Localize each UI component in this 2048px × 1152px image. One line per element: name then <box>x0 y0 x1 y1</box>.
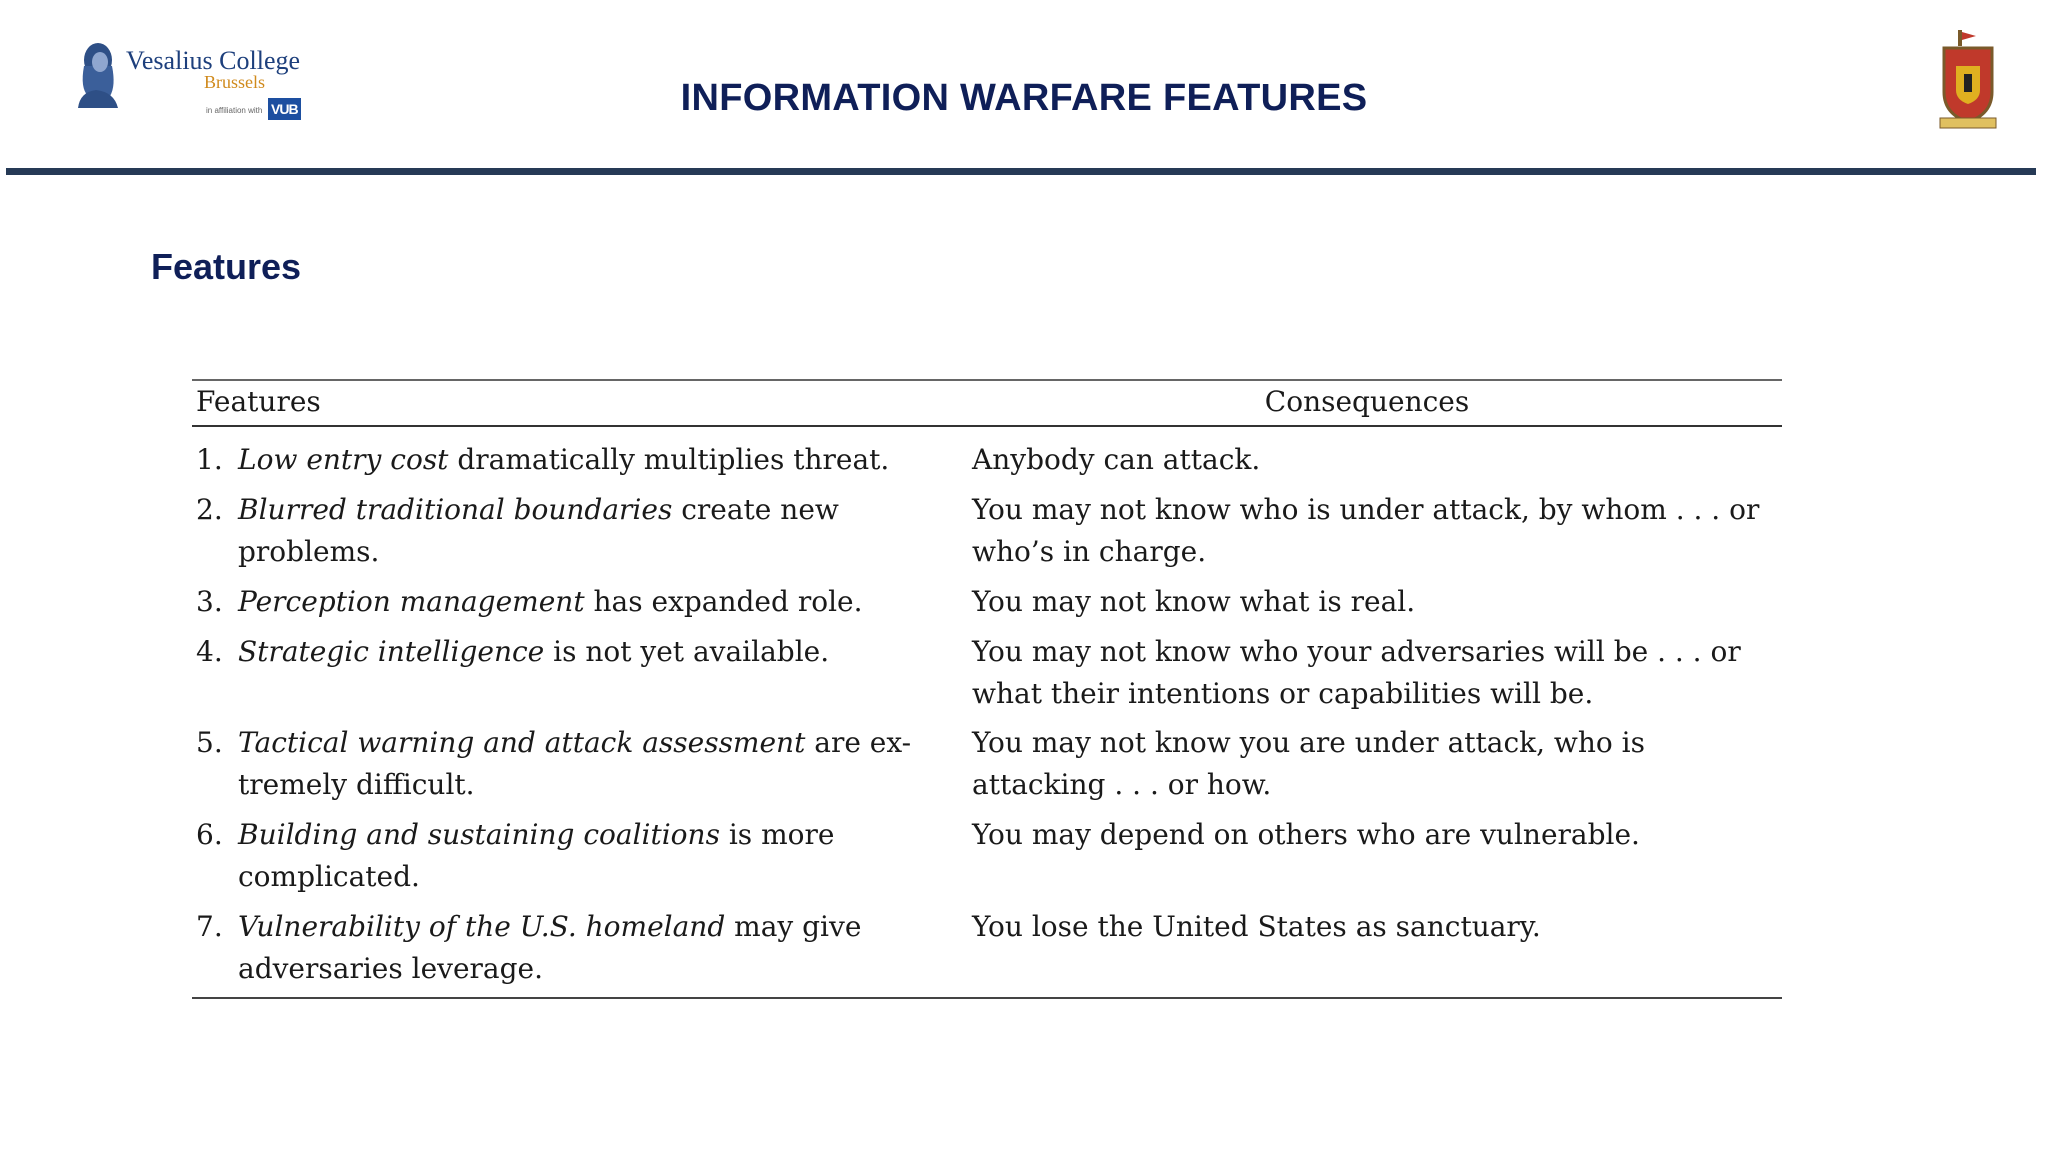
feature-emphasis: Low entry cost <box>238 443 449 476</box>
consequence-cell: You may not know you are under attack, who is attacking . . . or how. <box>972 726 1645 801</box>
section-heading: Features <box>151 246 302 287</box>
feature-emphasis: Blurred traditional boundaries <box>238 493 673 526</box>
row-number: 7. <box>196 910 223 943</box>
row-number: 3. <box>196 585 223 618</box>
consequence-cell: Anybody can attack. <box>972 443 1261 476</box>
column-header-features: Features <box>196 385 321 418</box>
logo-name: Vesalius College <box>126 46 301 75</box>
feature-emphasis: Building and sustaining coalitions <box>238 818 720 851</box>
feature-text: is more complicated. <box>238 818 835 893</box>
feature-cell <box>238 439 938 481</box>
consequence-cell: You may not know what is real. <box>972 585 1416 618</box>
feature-cell <box>238 722 938 806</box>
feature-text: dramatically multiplies threat. <box>448 443 890 476</box>
row-number: 1. <box>196 443 223 476</box>
feature-text: has expanded role. <box>584 585 863 618</box>
consequence-cell: You lose the United States as sanctuary. <box>972 910 1541 943</box>
feature-cell <box>238 489 938 573</box>
crest-icon <box>1936 26 2000 136</box>
column-header-consequences: Consequences <box>1264 385 1470 418</box>
feature-text: is not yet available. <box>544 635 830 668</box>
feature-cell <box>238 581 938 623</box>
table-top-rule <box>192 379 1782 381</box>
row-number: 5. <box>196 726 223 759</box>
table-bottom-rule <box>192 997 1782 999</box>
logo-city: Brussels <box>204 72 266 92</box>
consequence-cell: You may depend on others who are vulnerable. <box>972 818 1640 851</box>
consequence-cell: You may not know who is under attack, by whom . . . or who’s in charge. <box>972 493 1760 568</box>
vub-badge: VUB <box>268 98 301 120</box>
logo-affiliation: in affiliation with <box>206 106 263 115</box>
feature-emphasis: Strategic intelligence <box>238 635 545 668</box>
feature-cell <box>238 814 938 898</box>
header-divider <box>6 168 2036 175</box>
row-number: 6. <box>196 818 223 851</box>
feature-cell <box>238 631 938 673</box>
feature-emphasis: Vulnerability of the U.S. homeland <box>238 910 726 943</box>
feature-text: create new problems. <box>238 493 839 568</box>
feature-text: are ex-tremely difficult. <box>238 726 912 801</box>
consequence-cell: You may not know who your adversaries will be . . . or what their intentions or capabilities will be. <box>972 635 1741 710</box>
table-header-rule <box>192 425 1782 427</box>
row-number: 4. <box>196 635 223 668</box>
row-number: 2. <box>196 493 223 526</box>
feature-cell <box>238 906 938 990</box>
page-title: INFORMATION WARFARE FEATURES <box>680 77 1368 119</box>
feature-emphasis: Perception management <box>238 585 585 618</box>
feature-text: may give adversaries leverage. <box>238 910 862 985</box>
feature-emphasis: Tactical warning and attack assessment <box>238 726 806 759</box>
